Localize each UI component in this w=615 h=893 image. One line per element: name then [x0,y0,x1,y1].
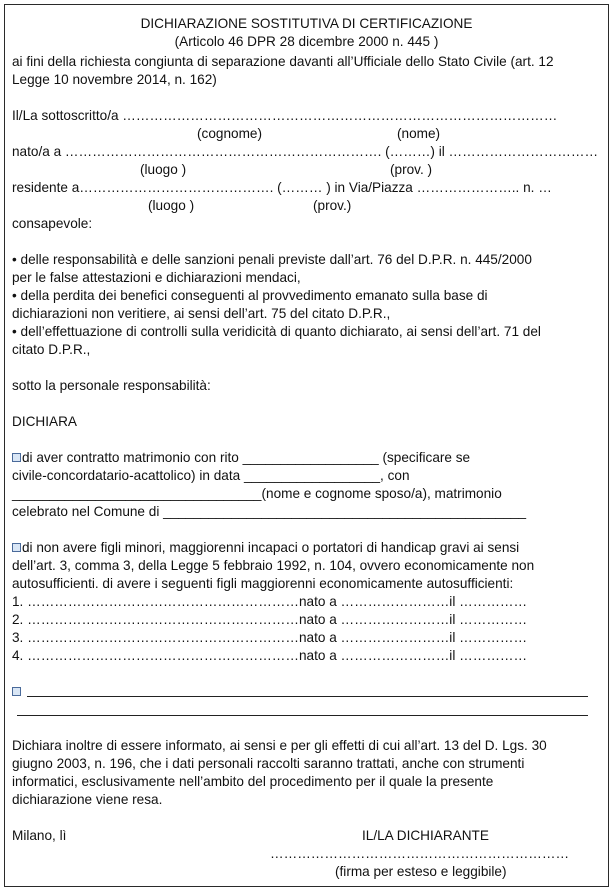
awareness-item: • delle responsabilità e delle sanzioni penali previste dall’art. 76 del D.P.R. n. 445/2000 [12,252,532,267]
place-date-field[interactable]: Milano, lì [12,828,67,843]
awareness-item: citato D.P.R., [12,342,91,357]
undersigned-field[interactable]: Il/La sottoscritto/a …………………………………………………………………………………… [12,108,558,123]
awareness-item: per le false attestazioni e dichiarazioni mendaci, [12,270,301,285]
child-row-3[interactable]: 3. ……………………………………………………nato a ……………………il …………… [12,630,528,645]
responsibility-label: sotto la personale responsabilità: [12,378,211,393]
declarant-label: IL/LA DICHIARANTE [362,828,489,843]
purpose-line-1: ai fini della richiesta congiunta di separazione davanti all’Ufficiale dello Stato Civile (art. 12 [12,54,554,69]
residence-prov-label: (prov.) [313,198,352,213]
children-option[interactable] [12,539,519,556]
privacy-line: informatici, esclusivamente nell’ambito del procedimento per il quale la presente [12,774,494,789]
children-line-1: di non avere figli minori, maggiorenni incapaci o portatori di handicap gravi ai sensi [22,540,520,555]
birth-prov-label: (prov. ) [390,162,433,177]
other-checkbox[interactable] [12,687,21,696]
declares-heading: DICHIARA [12,414,77,429]
signature-field[interactable]: ………………………………………………………… [270,846,570,861]
awareness-item: • dell’effettuazione di controlli sulla veridicità di quanto dichiarato, ai sensi dell’art. 71 del [12,324,541,339]
marriage-line-4[interactable]: celebrato nel Comune di ________________________________________________ [12,504,527,519]
child-row-1[interactable]: 1. ……………………………………………………nato a ……………………il …………… [12,594,528,609]
birthplace-field[interactable]: nato/a a ……………………………………………………………. (………) il …………………………… [12,144,599,159]
aware-label: consapevole: [12,216,93,231]
marriage-checkbox[interactable] [12,453,21,462]
other-option[interactable] [12,683,22,700]
marriage-option[interactable] [12,449,470,466]
child-row-2[interactable]: 2. ……………………………………………………nato a ……………………il …………… [12,612,528,627]
residence-field[interactable]: residente a……………………………………. (……… ) in Via/Piazza ………………….. n. … [12,180,552,195]
child-row-4[interactable]: 4. ……………………………………………………nato a ……………………il …………… [12,648,528,663]
other-declaration-line-2[interactable] [17,715,588,716]
residence-place-label: (luogo ) [148,198,195,213]
marriage-line-2[interactable]: civile-concordatario-acattolico) in data __________________, con [12,468,410,483]
other-declaration-line-1[interactable] [27,696,588,697]
form-subtitle: (Articolo 46 DPR 28 dicembre 2000 n. 445 ) [174,34,439,49]
marriage-line-1: di aver contratto matrimonio con rito __________________ (specificare se [22,450,471,465]
awareness-item: dichiarazioni non veritiere, ai sensi dell’art. 75 del citato D.P.R., [12,306,391,321]
privacy-line: Dichiara inoltre di essere informato, ai sensi e per gli effetti di cui all’art. 13 del D. Lgs. 30 [12,738,547,753]
birth-place-label: (luogo ) [140,162,187,177]
surname-label: (cognome) [197,126,262,141]
marriage-line-3[interactable]: _________________________________(nome e cognome sposo/a), matrimonio [12,486,502,501]
children-line-3: autosufficienti. di avere i seguenti figli maggiorenni economicamente autosufficienti: [12,576,514,591]
privacy-line: giugno 2003, n. 196, che i dati personali raccolti saranno trattati, anche con strumenti [12,756,525,771]
purpose-line-2: Legge 10 novembre 2014, n. 162) [12,72,217,87]
awareness-item: • della perdita dei benefici conseguenti al provvedimento emanato sulla base di [12,288,488,303]
form-title: DICHIARAZIONE SOSTITUTIVA DI CERTIFICAZIONE [140,16,473,31]
children-checkbox[interactable] [12,543,21,552]
name-label: (nome) [397,126,441,141]
children-line-2: dell’art. 3, comma 3, della Legge 5 febbraio 1992, n. 104, ovvero economicamente non [12,558,535,573]
privacy-line: dichiarazione viene resa. [12,792,163,807]
signature-note: (firma per esteso e leggibile) [335,864,507,879]
